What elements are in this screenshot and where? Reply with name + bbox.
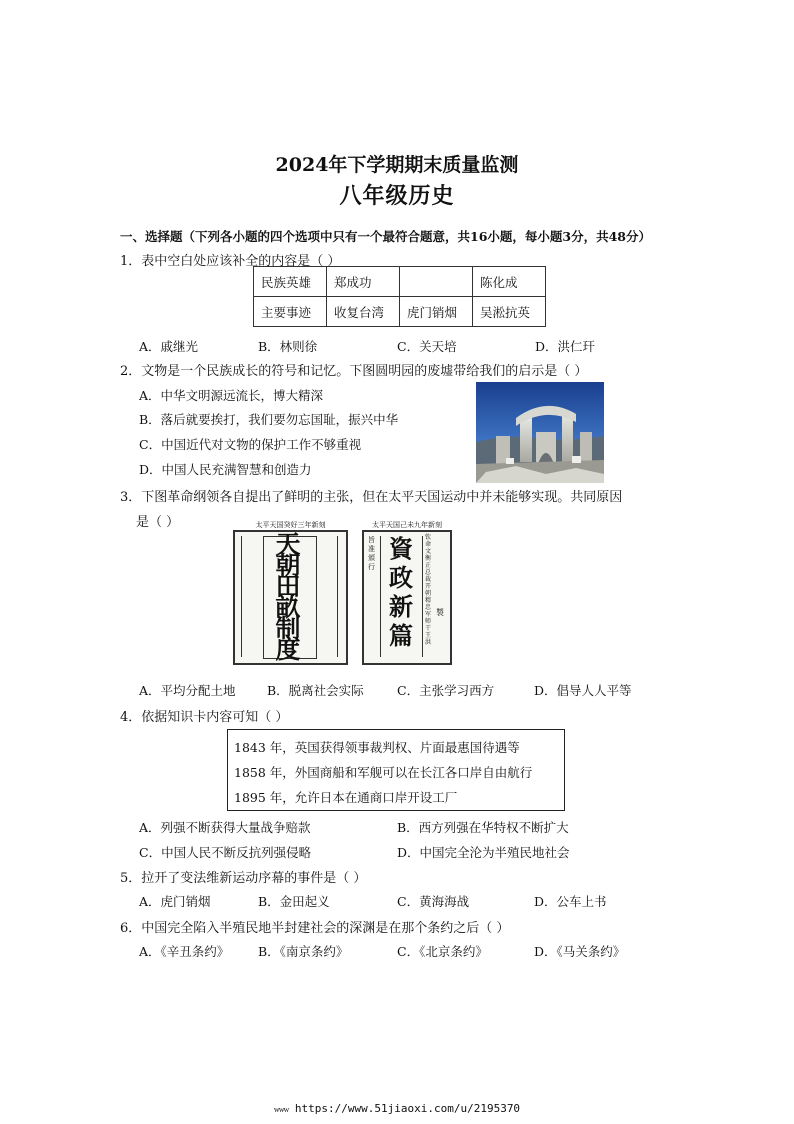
q5-option-d: D．公车上书: [534, 894, 607, 909]
q6-option-d: D．《马关条约》: [534, 944, 626, 959]
doc1-title: 天朝田畝制度: [275, 530, 301, 664]
zizheng-xinpian-document: [362, 520, 452, 665]
doc2-title: 資政新篇: [389, 534, 413, 650]
table-cell: 主要事迹: [254, 297, 327, 327]
q5-option-a: A．虎门销烟: [139, 894, 211, 909]
table-cell: 郑成功: [327, 267, 400, 297]
q1-option-a: A．戚继光: [139, 339, 199, 354]
tianchao-tianmu-zhidu-document: [233, 520, 348, 665]
q3-option-c: C．主张学习西方: [397, 683, 495, 698]
q6-option-b: B．《南京条约》: [258, 944, 349, 959]
card-line: 1843 年，英国获得领事裁判权、片面最惠国待遇等: [234, 740, 520, 755]
table-cell: 吴淞抗英: [473, 297, 546, 327]
q4-option-a: A．列强不断获得大量战争赔款: [139, 820, 311, 835]
q6-option-c: C．《北京条约》: [397, 944, 488, 959]
footer-brand: ᴡᴡᴡ: [273, 1105, 289, 1114]
table-row: [254, 267, 546, 297]
yuanmingyuan-ruins-photo: [476, 382, 604, 483]
q4-option-c: C．中国人民不断反抗列强侵略: [139, 845, 312, 860]
q1-table: [253, 266, 546, 327]
exam-title: 2024年下学期期末质量监测: [275, 154, 519, 176]
doc2-header: 太平天国己未九年新刻: [372, 521, 442, 529]
doc1-header: 太平天国癸好三年新刻: [255, 521, 326, 529]
q3-stem-line2: 是（ ）: [136, 515, 180, 530]
q2-option-c: C．中国近代对文物的保护工作不够重视: [139, 437, 362, 452]
section-heading: 一、选择题（下列各小题的四个选项中只有一个最符合题意，共16小题，每小题3分，共48分）: [120, 229, 651, 244]
q2-option-d: D．中国人民充满智慧和创造力: [139, 462, 312, 477]
q2-stem: 2．文物是一个民族成长的符号和记忆。下图圆明园的废墟带给我们的启示是（ ）: [120, 364, 588, 379]
q1-option-b: B．林则徐: [258, 339, 318, 354]
q3-option-a: A．平均分配土地: [139, 683, 236, 698]
doc2-author-column: 钦命文衡正总裁开朝精忠军师干王洪: [425, 534, 432, 646]
q6-stem: 6．中国完全陷入半殖民地半封建社会的深渊是在那个条约之后（ ）: [120, 921, 510, 936]
footer-url[interactable]: https://www.51jiaoxi.com/u/2195370: [294, 1102, 521, 1115]
q5-option-c: C．黄海海战: [397, 894, 470, 909]
doc2-seal: 製: [436, 608, 444, 617]
card-line: 1895 年，允许日本在通商口岸开设工厂: [234, 790, 458, 805]
q4-option-d: D．中国完全沦为半殖民地社会: [397, 845, 570, 860]
q4-option-b: B．西方列强在华特权不断扩大: [397, 820, 569, 835]
q3-stem-line1: 3．下图革命纲领各自提出了鲜明的主张，但在太平天国运动中并未能够实现。共同原因: [120, 490, 623, 505]
table-cell: [400, 267, 473, 297]
q6-option-a: A．《辛丑条约》: [139, 944, 230, 959]
table-cell: 民族英雄: [254, 267, 327, 297]
table-cell: 虎门销烟: [400, 297, 473, 327]
q4-stem: 4．依据知识卡内容可知（ ）: [120, 710, 289, 725]
q2-option-b: B．落后就要挨打，我们要勿忘国耻，振兴中华: [139, 412, 399, 427]
doc2-side-note: 旨准頒行: [368, 536, 375, 571]
q3-option-b: B．脱离社会实际: [267, 683, 364, 698]
q4-knowledge-card: [227, 729, 565, 811]
q2-option-a: A．中华文明源远流长，博大精深: [139, 388, 324, 403]
q5-stem: 5．拉开了变法维新运动序幕的事件是（ ）: [120, 871, 367, 886]
q1-stem: 1．表中空白处应该补全的内容是（ ）: [120, 254, 341, 269]
footer: [0, 1102, 794, 1115]
table-cell: 陈化成: [473, 267, 546, 297]
table-row: [254, 297, 546, 327]
q1-option-d: D．洪仁玕: [535, 339, 596, 354]
exam-subtitle: 八年级历史: [339, 183, 455, 209]
q1-option-c: C．关天培: [397, 339, 457, 354]
table-cell: 收复台湾: [327, 297, 400, 327]
q3-option-d: D．倡导人人平等: [534, 683, 632, 698]
q5-option-b: B．金田起义: [258, 894, 330, 909]
card-line: 1858 年，外国商船和军舰可以在长江各口岸自由航行: [234, 765, 533, 780]
